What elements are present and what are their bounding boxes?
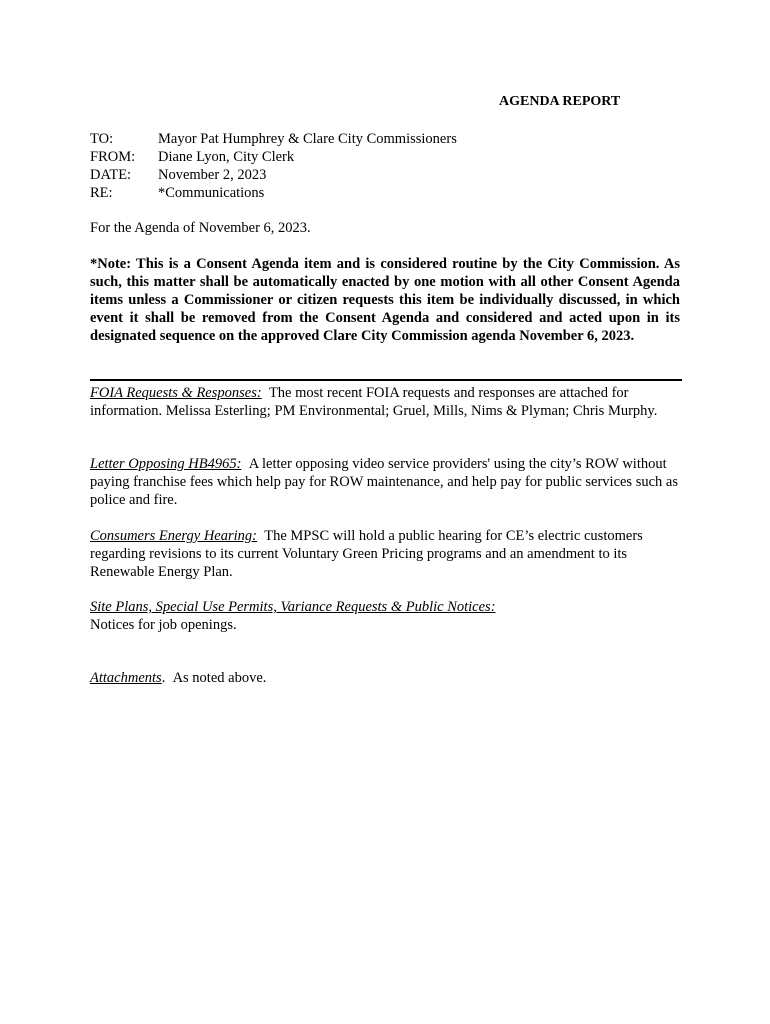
memo-to-label: TO: bbox=[90, 131, 114, 147]
memo-to-value: Mayor Pat Humphrey & Clare City Commissioners bbox=[158, 131, 457, 147]
section-letter bbox=[90, 455, 680, 509]
section-consumers-energy-body: The MPSC will hold a public hearing for CE’s electric customers regarding revisions to its current Voluntary Green Pricing programs and an amendment to its Renewable Energy Plan. bbox=[90, 528, 643, 580]
section-site-plans-heading: Site Plans, Special Use Permits, Variance Requests & Public Notices: bbox=[90, 599, 496, 615]
section-attachments: Attachments. As noted above. bbox=[90, 670, 267, 686]
section-attachments-heading: Attachments bbox=[90, 670, 162, 686]
memo-re-row bbox=[90, 184, 457, 202]
section-letter-body: A letter opposing video service providers' using the city’s ROW without paying franchise fees which help pay for ROW maintenance, and help pay for public services such as police and fire. bbox=[90, 456, 678, 508]
memo-re-value: *Communications bbox=[158, 185, 265, 201]
memo-from-value: Diane Lyon, City Clerk bbox=[158, 149, 295, 165]
section-site-plans bbox=[90, 598, 680, 634]
section-site-plans-body: Notices for job openings. bbox=[90, 617, 237, 633]
section-divider bbox=[90, 379, 682, 381]
memo-date-label: DATE: bbox=[90, 167, 132, 183]
consent-note: *Note: This is a Consent Agenda item and is considered routine by the City Commission. As such, this matter shall be automatically enacted by one motion with all other Consent Agenda items unless a Commissioner or citizen requests this item be individually discussed, in which event it shall be removed from the Consent Agenda and considered and acted upon in its designated sequence on the approved Clare City Commission agenda November 6, 2023. bbox=[90, 256, 680, 344]
memo-header bbox=[90, 130, 457, 202]
memo-date-value: November 2, 2023 bbox=[158, 167, 267, 183]
section-foia-body: The most recent FOIA requests and responses are attached for information. Melissa Esterling; PM Environmental; Gruel, Mills, Nims & Plyman; Chris Murphy. bbox=[90, 385, 658, 419]
section-consumers-energy-heading: Consumers Energy Hearing: bbox=[90, 528, 257, 544]
memo-re-label: RE: bbox=[90, 185, 113, 201]
memo-from-row bbox=[90, 148, 457, 166]
memo-to-row bbox=[90, 130, 457, 148]
agenda-intro: For the Agenda of November 6, 2023. bbox=[90, 220, 311, 236]
section-attachments-body: As noted above. bbox=[172, 670, 267, 686]
report-title: AGENDA REPORT bbox=[499, 94, 621, 109]
section-foia-heading: FOIA Requests & Responses: bbox=[90, 385, 262, 401]
section-letter-heading: Letter Opposing HB4965: bbox=[90, 456, 242, 472]
memo-date-row bbox=[90, 166, 457, 184]
section-foia bbox=[90, 384, 680, 420]
section-consumers-energy bbox=[90, 527, 680, 581]
memo-from-label: FROM: bbox=[90, 149, 136, 165]
